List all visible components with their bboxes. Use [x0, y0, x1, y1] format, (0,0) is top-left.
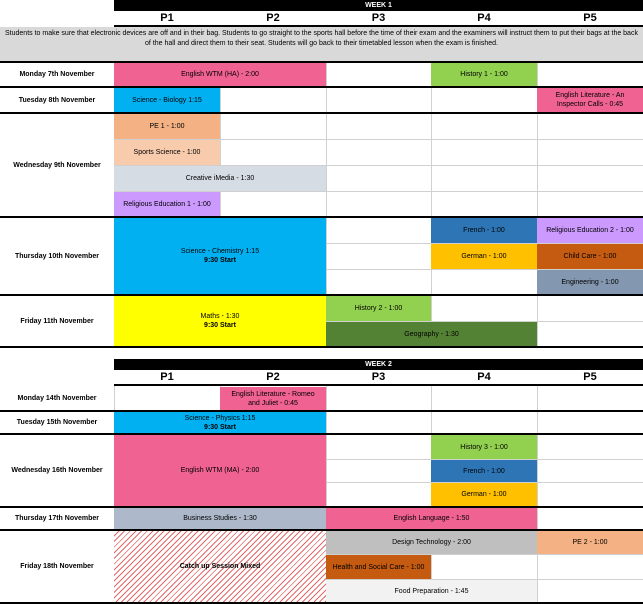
period-header-p1-w2: P1 — [114, 370, 220, 386]
day-label-fri-w1: Friday 11th November — [20, 317, 94, 325]
period-header-p4-w2: P4 — [431, 370, 537, 386]
exam-pe-1: PE 1 - 1:00 — [114, 114, 220, 139]
exam-german-w2: German - 1:00 — [431, 483, 537, 506]
exam-geography: Geography - 1:30 — [326, 322, 537, 346]
exam-religious-education-1: Religious Education 1 - 1:00 — [114, 192, 220, 216]
exam-history-2: History 2 - 1:00 — [326, 296, 431, 321]
day-label-tue-w2: Tuesday 15th November — [16, 419, 98, 426]
exam-science-biology: Science - Biology 1:15 — [114, 88, 220, 112]
period-header-p2-w2: P2 — [220, 370, 326, 386]
day-label-thu-w1: Thursday 10th November — [14, 252, 100, 260]
period-header-p4: P4 — [431, 11, 537, 27]
exam-sports-science: Sports Science - 1:00 — [114, 140, 220, 165]
exam-maths: Maths - 1:30 9:30 Start — [114, 296, 326, 346]
period-header-p1: P1 — [114, 11, 220, 27]
exam-pe-2: PE 2 - 1:00 — [537, 531, 643, 554]
exam-food-preparation: Food Preparation - 1:45 — [326, 580, 537, 602]
exam-religious-education-2: Religious Education 2 - 1:00 — [537, 218, 643, 243]
period-header-p3-w2: P3 — [326, 370, 431, 386]
week-2-header: WEEK 2 — [114, 359, 643, 370]
exam-english-literature-romeo-juliet: English Literature - Romeo and Juliet - 0:45 — [220, 387, 326, 410]
exam-french-w1: French - 1:00 — [431, 218, 537, 243]
exam-notice: Students to make sure that electronic devices are off and in their bag. Students to go straight to the sports hall before the time of their exam and the examiners will instruct them to put their bags at the back of the hall and direct them to their seat. Students will go back to their timetabled lesson when the exam is finished. — [0, 27, 643, 62]
day-label-fri-w2: Friday 18th November — [20, 563, 94, 570]
exam-german-w1: German - 1:00 — [431, 244, 537, 269]
exam-history-3: History 3 - 1:00 — [431, 435, 537, 459]
period-header-p3: P3 — [326, 11, 431, 27]
exam-health-social-care: Health and Social Care - 1:00 — [326, 555, 431, 579]
day-label-wed-w1: Wednesday 9th November — [13, 161, 101, 169]
exam-history-1: History 1 - 1:00 — [431, 63, 537, 86]
exam-french-w2: French - 1:00 — [431, 460, 537, 482]
day-label-thu-w2: Thursday 17th November — [14, 515, 100, 522]
exam-science-physics: Science - Physics 1:15 9:30 Start — [114, 412, 326, 433]
week-1-header: WEEK 1 — [114, 0, 643, 11]
period-header-p5: P5 — [537, 11, 643, 27]
exam-english-language: English Language - 1:50 — [326, 508, 537, 529]
catch-up-session: Catch up Session Mixed — [114, 531, 326, 602]
exam-english-wtm-ma: English WTM (MA) - 2:00 — [114, 435, 326, 506]
exam-creative-imedia: Creative iMedia - 1:30 — [114, 166, 326, 191]
period-header-p2: P2 — [220, 11, 326, 27]
exam-business-studies: Business Studies - 1:30 — [114, 508, 326, 529]
day-label-tue-w1: Tuesday 8th November — [18, 96, 96, 104]
exam-science-chemistry: Science - Chemistry 1:15 9:30 Start — [114, 218, 326, 294]
day-label-mon-w1: Monday 7th November — [19, 71, 95, 78]
exam-design-technology: Design Technology - 2:00 — [326, 531, 537, 554]
day-label-mon-w2: Monday 14th November — [17, 395, 97, 402]
exam-english-literature-inspector-calls: English Literature - An Inspector Calls - 0:45 — [537, 88, 643, 112]
exam-engineering: Engineering - 1:00 — [537, 270, 643, 294]
exam-english-wtm-ha: English WTM (HA) - 2:00 — [114, 63, 326, 86]
day-label-wed-w2: Wednesday 16th November — [11, 467, 103, 474]
period-header-p5-w2: P5 — [537, 370, 643, 386]
exam-child-care: Child Care - 1:00 — [537, 244, 643, 269]
